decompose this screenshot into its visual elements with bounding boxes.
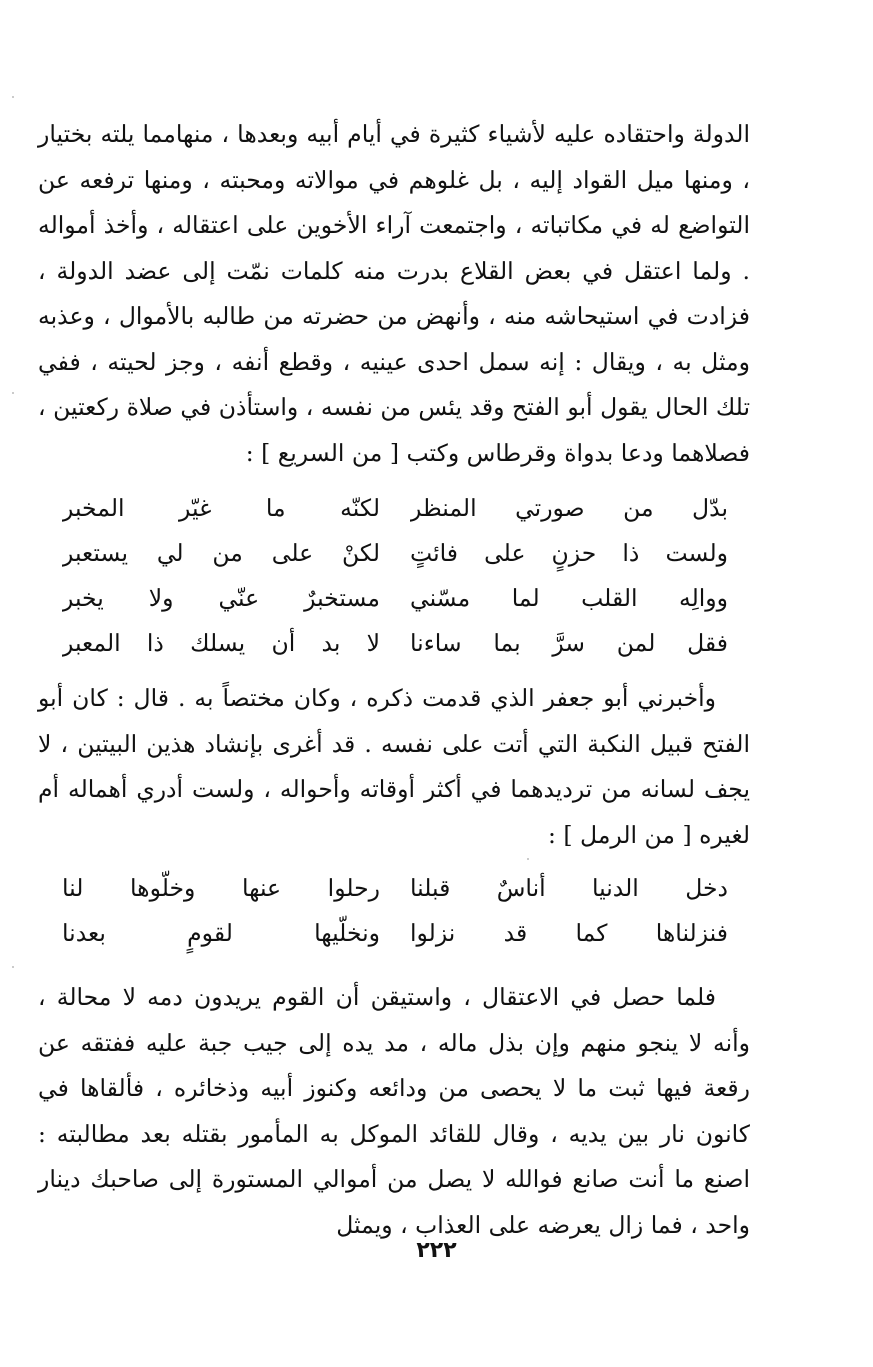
paragraph-one (38, 112, 750, 476)
paragraph-text: الدولة واحتقاده عليه لأشياء كثيرة في أيام أبيه وبعدها ، منهامما يلته بختيار ، ومنها ميل القواد إليه ، بل غلوهم في موالاته ومحبته ، ومنها ترفعه عن التواضع له في مكاتباته ، واجتمعت آراء الأخوين على اعتقاله ، وأخذ أمواله . ولما اعتقل في بعض القلاع بدرت منه كلمات نمّت إلى عضد الدولة ، فزادت في استيحاشه منه ، وأنهض من حضرته من طالبه بالأموال ، وعذبه ومثل به ، ويقال : إنه سمل احدى عينيه ، وقطع أنفه ، وجز لحيته ، ففي تلك الحال يقول أبو الفتح وقد يئس من نفسه ، واستأذن في صلاة ركعتين ، فصلاهما ودعا بدواة وقرطاس وكتب [ من السريع ] : (38, 120, 750, 467)
scan-speck (12, 966, 14, 968)
poem-verse (62, 866, 728, 911)
poem-verse (62, 911, 728, 956)
paragraph-two (38, 676, 750, 858)
verse-first-hemistich: فقل لمن سرَّ بما ساءنا (410, 629, 728, 657)
paragraph-text: فلما حصل في الاعتقال ، واستيقن أن القوم يريدون دمه لا محالة ، وأنه لا ينجو منهم وإن بذل ماله ، مد يده إلى جيب جبة عليه ففتقه عن رقعة فيها ثبت ما لا يحصى من ودائعه وكنوز أبيه وذخائره ، فألقاها في كانون نار بين يديه ، وقال للقائد الموكل به المأمور بقتله بعد مطالبته : اصنع ما أنت صانع فوالله لا يصل من أموالي المستورة إلى صاحبك دينار واحد ، فما زال يعرضه على العذاب ، ويمثل (38, 983, 750, 1239)
verse-first-hemistich: دخل الدنيا أناسٌ قبلنا (410, 874, 728, 902)
poem-verse (62, 621, 728, 666)
verse-second-hemistich: لكنّه ما غيّر المخبر (62, 494, 380, 522)
scan-speck (12, 96, 14, 98)
paragraph-three (38, 975, 750, 1248)
poem-verse (62, 576, 728, 621)
poem-saree (62, 486, 728, 666)
page-number: ٢٢٢ (416, 1238, 457, 1263)
verse-second-hemistich: مستخبرٌ عنّي ولا يخبر (62, 584, 380, 612)
paragraph-text: وأخبرني أبو جعفر الذي قدمت ذكره ، وكان مختصاً به . قال : كان أبو الفتح قبيل النكبة التي أتت على نفسه . قد أغرى بإنشاد هذين البيتين ، لا يجف لسانه من ترديدهما في أكثر أوقاته وأحواله ، ولست أدري أهماله أم لغيره [ من الرمل ] : (38, 684, 750, 849)
scan-speck (527, 858, 529, 860)
verse-first-hemistich: فنزلناها كما قد نزلوا (410, 919, 728, 947)
verse-first-hemistich: ووالِه القلب لما مسّني (410, 584, 728, 612)
verse-second-hemistich: لكنْ على من لي يستعبر (62, 539, 380, 567)
verse-second-hemistich: ونخلّيها لقومٍ بعدنا (62, 919, 380, 947)
poem-ramal (62, 866, 728, 956)
poem-verse (62, 531, 728, 576)
poem-verse (62, 486, 728, 531)
scan-speck (12, 392, 14, 394)
verse-first-hemistich: بدّل من صورتي المنظر (410, 494, 728, 522)
verse-second-hemistich: لا بد أن يسلك ذا المعبر (62, 629, 380, 657)
verse-second-hemistich: رحلوا عنها وخلّوها لنا (62, 874, 380, 902)
verse-first-hemistich: ولست ذا حزنٍ على فائتٍ (410, 539, 728, 567)
